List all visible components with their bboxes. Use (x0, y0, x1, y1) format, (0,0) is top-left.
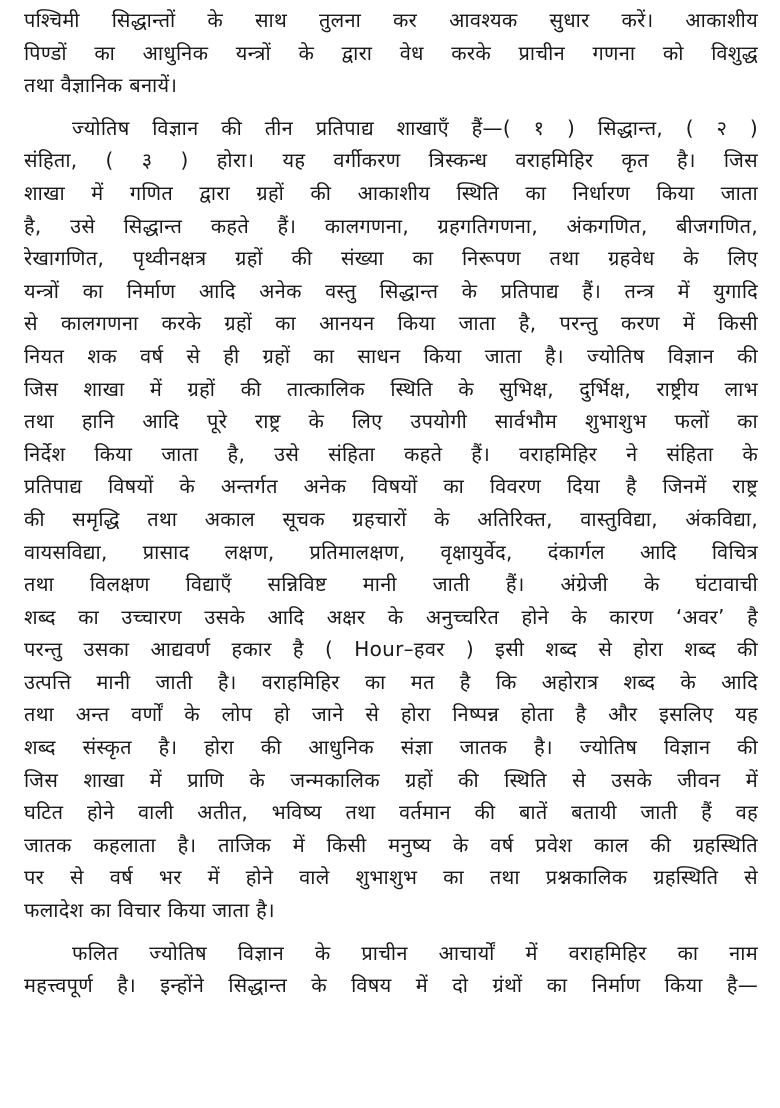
text-line: जिस शाखा में ग्रहों की तात्कालिक स्थिति के सुभिक्ष, दुर्भिक्ष, राष्ट्रीय लाभ (24, 376, 758, 401)
text-line: फलादेश का विचार किया जाता है। (24, 898, 275, 923)
text-line: परन्तु उसका आद्यवर्ण हकार है ( Hour–हवर ) इसी शब्द से होरा शब्द की (24, 637, 758, 662)
text-line: ज्योतिष विज्ञान की तीन प्रतिपाद्य शाखाएँ हैं—( १ ) सिद्धान्त, ( २ ) (72, 115, 758, 140)
text-line: जिस शाखा में प्राणि के जन्मकालिक ग्रहों की स्थिति से उसके जीवन में (24, 767, 758, 792)
text-line: प्रतिपाद्य विषयों के अन्तर्गत अनेक विषयों का विवरण दिया है जिनमें राष्ट्र (24, 474, 758, 499)
text-line: तथा वैज्ञानिक बनायें। (24, 73, 178, 98)
text-line: महत्त्वपूर्ण है। इन्होंने सिद्धान्त के विषय में दो ग्रंथों का निर्माण किया है— (24, 973, 758, 998)
text-line: से कालगणना करके ग्रहों का आनयन किया जाता है, परन्तु करण में किसी (24, 311, 758, 336)
text-line: संहिता, ( ३ ) होरा। यह वर्गीकरण त्रिस्कन्ध वराहमिहिर कृत है। जिस (24, 148, 758, 173)
text-line: फलित ज्योतिष विज्ञान के प्राचीन आचार्यों में वराहमिहिर का नाम (72, 940, 758, 965)
text-line: रेखागणित, पृथ्वीनक्षत्र ग्रहों की संख्या का निरूपण तथा ग्रहवेध के लिए (24, 246, 758, 271)
text-line: उत्पत्ति मानी जाती है। वराहमिहिर का मत है कि अहोरात्र शब्द के आदि (24, 669, 758, 694)
text-line: यन्त्रों का निर्माण आदि अनेक वस्तु सिद्धान्त के प्रतिपाद्य हैं। तन्त्र में युगादि (24, 278, 758, 303)
text-line: शब्द संस्कृत है। होरा की आधुनिक संज्ञा जातक है। ज्योतिष विज्ञान की (24, 735, 758, 760)
paragraph-2 (24, 112, 758, 927)
text-line: तथा हानि आदि पूरे राष्ट्र के लिए उपयोगी सार्वभौम शुभाशुभ फलों का (24, 409, 758, 434)
text-line: तथा विलक्षण विद्याएँ सन्निविष्ट मानी जाती हैं। अंग्रेजी के घंटावाची (24, 572, 758, 597)
text-line: पिण्डों का आधुनिक यन्त्रों के द्वारा वेध करके प्राचीन गणना को विशुद्ध (24, 40, 758, 65)
text-line: पश्चिमी सिद्धान्तों के साथ तुलना कर आवश्यक सुधार करें। आकाशीय (24, 8, 758, 32)
text-line: तथा अन्त वर्णों के लोप हो जाने से होरा निष्पन्न होता है और इसलिए यह (24, 702, 758, 727)
text-line: पर से वर्ष भर में होने वाले शुभाशुभ का तथा प्रश्नकालिक ग्रहस्थिति से (24, 865, 758, 890)
text-line: नियत शक वर्ष से ही ग्रहों का साधन किया जाता है। ज्योतिष विज्ञान की (24, 343, 758, 368)
text-line: शाखा में गणित द्वारा ग्रहों की आकाशीय स्थिति का निर्धारण किया जाता (24, 180, 758, 205)
paragraph-1 (24, 4, 758, 102)
text-line: है, उसे सिद्धान्त कहते हैं। कालगणना, ग्रहगतिगणना, अंकगणित, बीजगणित, (24, 213, 758, 238)
text-line: वायसविद्या, प्रासाद लक्षण, प्रतिमालक्षण, वृक्षायुर्वेद, दंकार्गल आदि विचित्र (24, 539, 758, 564)
text-line: की समृद्धि तथा अकाल सूचक ग्रहचारों के अतिरिक्त, वास्तुविद्या, अंकविद्या, (24, 506, 758, 531)
text-line: घटित होने वाली अतीत, भविष्य तथा वर्तमान की बातें बतायी जाती हैं वह (24, 800, 758, 825)
text-line: शब्द का उच्चारण उसके आदि अक्षर के अनुच्चरित होने के कारण ‘अवर’ है (24, 604, 758, 629)
text-line: निर्देश किया जाता है, उसे संहिता कहते हैं। वराहमिहिर ने संहिता के (24, 441, 758, 466)
paragraph-3 (24, 937, 758, 1002)
text-line: जातक कहलाता है। ताजिक में किसी मनुष्य के वर्ष प्रवेश काल की ग्रहस्थिति (24, 832, 758, 857)
